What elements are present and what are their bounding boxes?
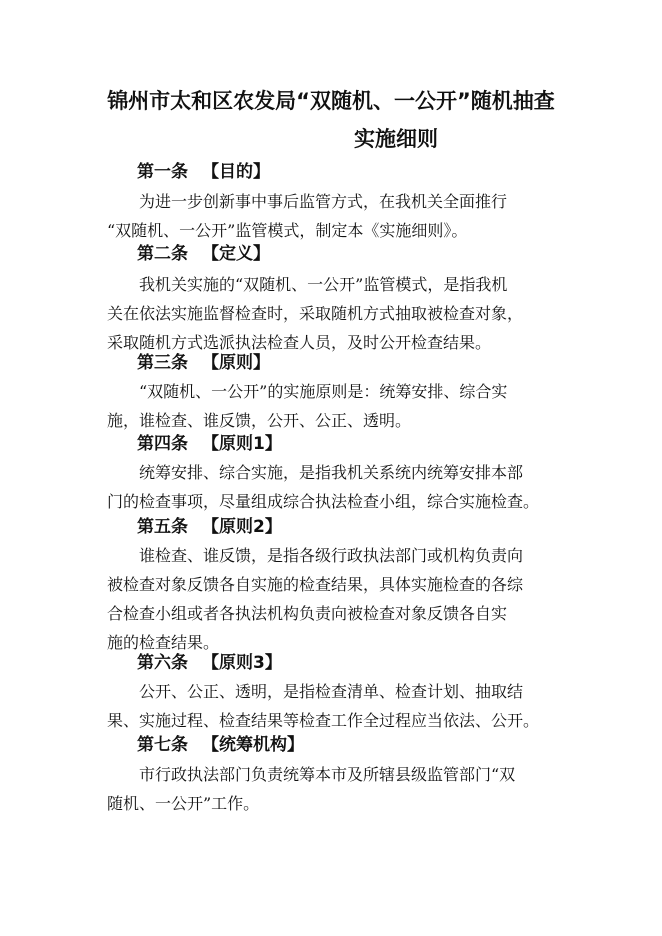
article-3-body — [107, 377, 563, 435]
article-4-body — [107, 458, 563, 516]
document-title-line2: 实施细则 — [354, 127, 438, 151]
article-5-heading — [137, 516, 282, 538]
article-5-title: 【原则2】 — [202, 517, 282, 537]
article-1-line-2: “双随机、一公开”监管模式，制定本《实施细则》。 — [107, 221, 468, 240]
article-4-heading — [137, 433, 282, 455]
article-7-number: 第七条 — [137, 735, 188, 755]
article-6-heading — [137, 652, 282, 674]
article-2-heading — [137, 243, 270, 265]
article-1-line-1: 为进一步创新事中事后监管方式，在我机关全面推行 — [139, 192, 508, 211]
article-6-title: 【原则3】 — [202, 653, 282, 673]
article-2-line-3: 采取随机方式选派执法检查人员，及时公开检查结果。 — [107, 333, 492, 352]
article-6-body — [107, 677, 563, 735]
article-3-heading — [137, 352, 270, 374]
article-1-title: 【目的】 — [202, 162, 270, 182]
article-2-number: 第二条 — [137, 244, 188, 264]
article-1-body — [107, 187, 563, 245]
article-7-title: 【统筹机构】 — [202, 735, 304, 755]
article-5-line-3: 合检查小组或者各执法机构负责向被检查对象反馈各自实 — [107, 604, 508, 623]
article-6-line-1: 公开、公正、透明，是指检查清单、检查计划、抽取结 — [139, 682, 524, 701]
article-2-title: 【定义】 — [202, 244, 270, 264]
article-3-line-1: “双随机、一公开”的实施原则是：统筹安排、综合实 — [139, 382, 508, 401]
article-5-body — [107, 541, 563, 657]
article-6-line-2: 果、实施过程、检查结果等检查工作全过程应当依法、公开。 — [107, 711, 540, 730]
article-2-line-1: 我机关实施的“双随机、一公开”监管模式，是指我机 — [139, 275, 508, 294]
article-7-line-1: 市行政执法部门负责统筹本市及所辖县级监管部门“双 — [139, 765, 516, 784]
article-7-heading — [137, 734, 304, 756]
article-1-heading — [137, 161, 270, 183]
article-5-number: 第五条 — [137, 517, 188, 537]
article-5-line-4: 施的检查结果。 — [107, 633, 220, 652]
article-7-line-2: 随机、一公开”工作。 — [107, 794, 260, 813]
article-2-body — [107, 270, 563, 357]
article-5-line-2: 被检查对象反馈各自实施的检查结果，具体实施检查的各综 — [107, 575, 524, 594]
article-4-title: 【原则1】 — [202, 434, 282, 454]
article-4-line-1: 统筹安排、综合实施，是指我机关系统内统筹安排本部 — [139, 463, 524, 482]
article-5-line-1: 谁检查、谁反馈，是指各级行政执法部门或机构负责向 — [139, 546, 524, 565]
article-1-number: 第一条 — [137, 162, 188, 182]
article-7-body — [107, 760, 563, 818]
article-4-number: 第四条 — [137, 434, 188, 454]
article-3-title: 【原则】 — [202, 353, 270, 373]
article-3-line-2: 施，谁检查、谁反馈，公开、公正、透明。 — [107, 411, 412, 430]
article-4-line-2: 门的检查事项，尽量组成综合执法检查小组，综合实施检查。 — [107, 492, 540, 511]
document-title-line1: 锦州市太和区农发局“双随机、一公开”随机抽查 — [107, 89, 555, 113]
article-3-number: 第三条 — [137, 353, 188, 373]
article-2-line-2: 关在依法实施监督检查时，采取随机方式抽取被检查对象， — [107, 304, 524, 323]
article-6-number: 第六条 — [137, 653, 188, 673]
